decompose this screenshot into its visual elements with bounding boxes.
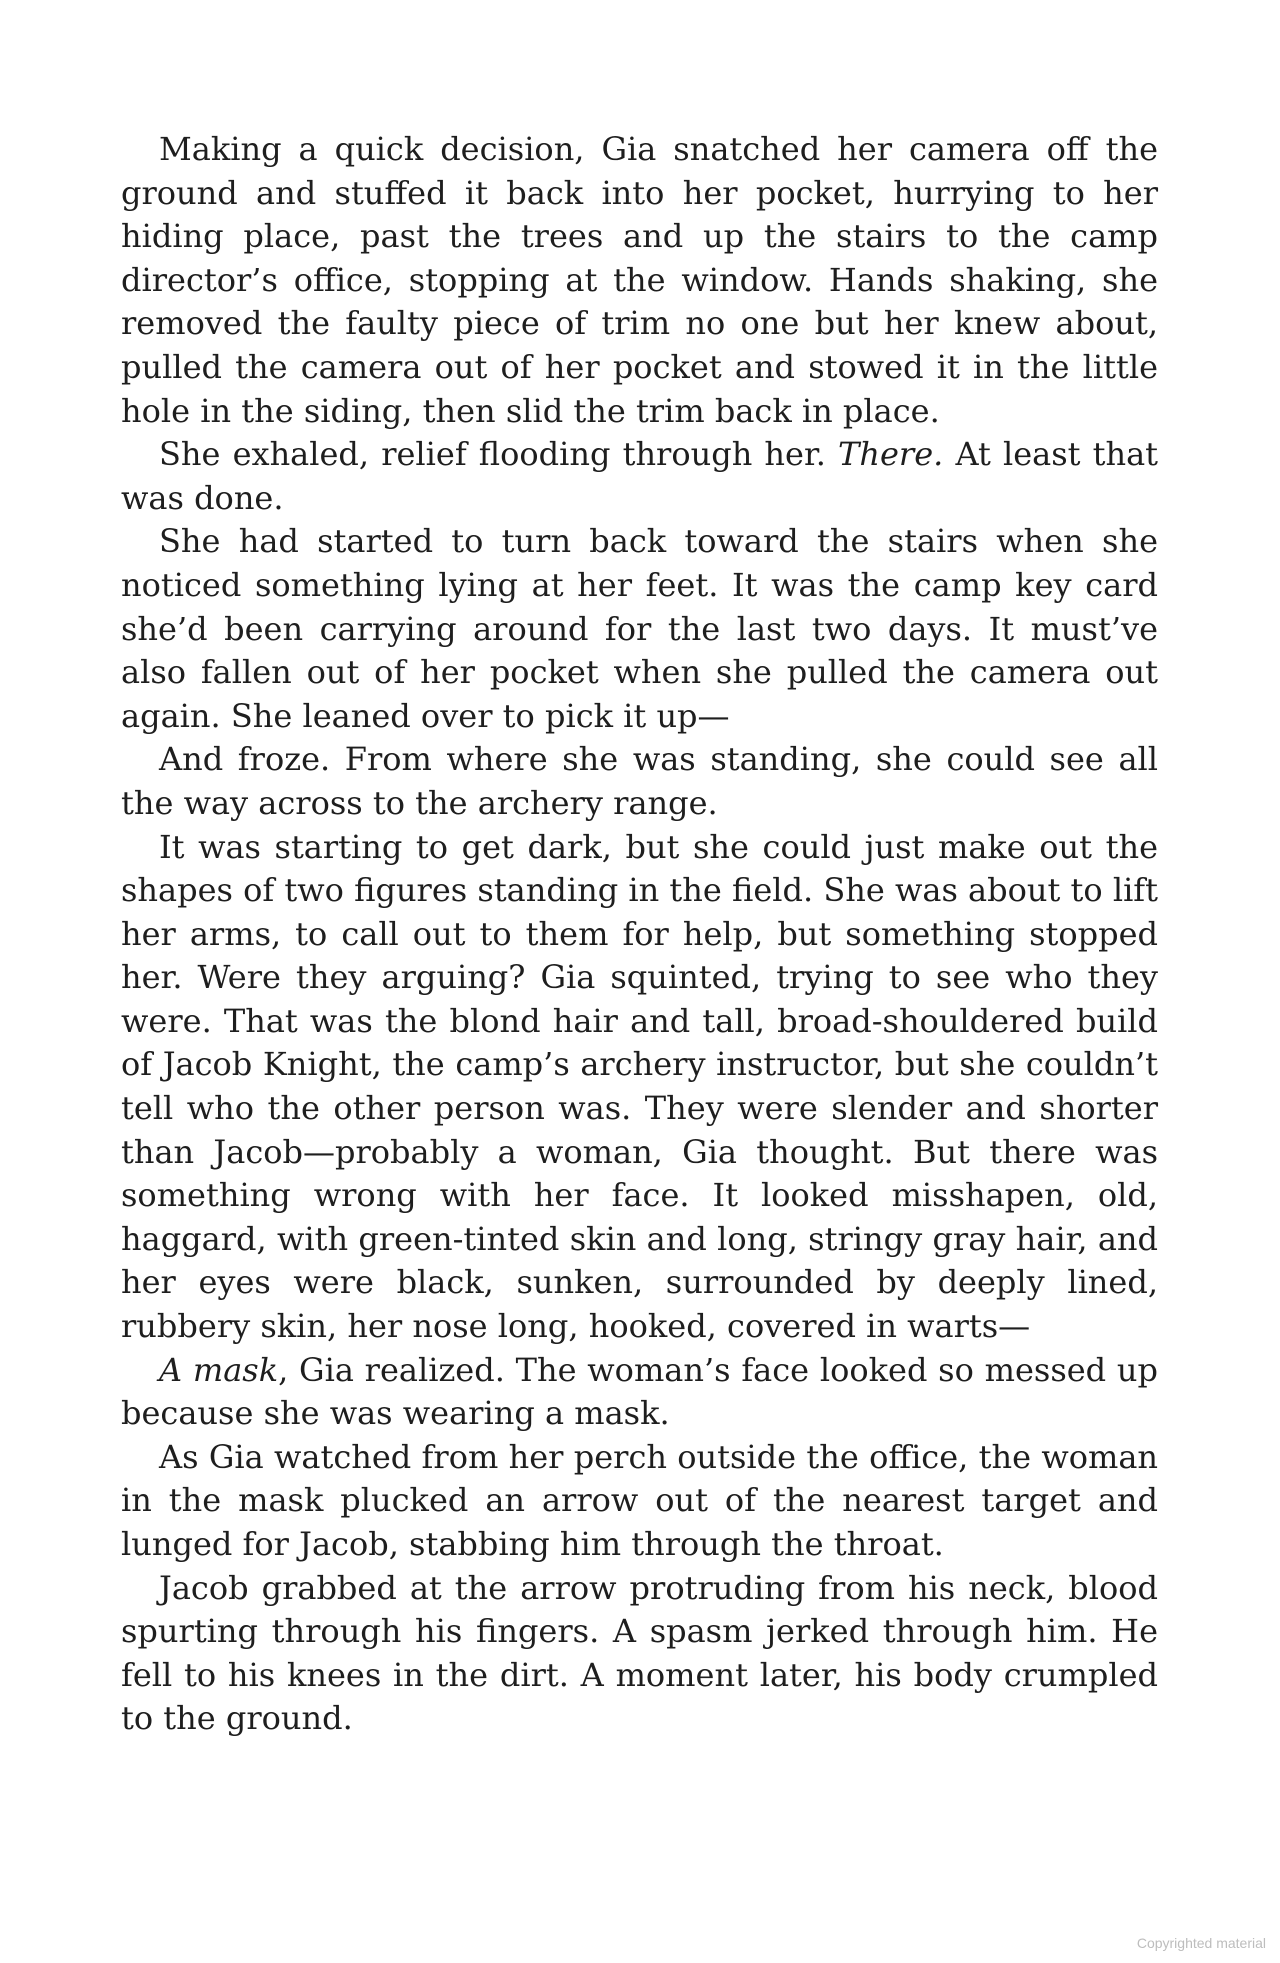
paragraph-6-text: , Gia realized. The woman’s face looked so messed up because she was wearing a mask. [121, 1350, 1159, 1433]
paragraph-2-text-b: At least that was done. [121, 435, 1158, 517]
paragraph-1 [121, 128, 1158, 433]
paragraph-5-text: It was starting to get dark, but she could just make out the shapes of two figures standing in the field. She was about to lift her arms, to call out to them for help, but something stopped her. Were they arguing? Gia squinted, trying to see who they were. That was the blond hair and tall, broad-shouldered build of Jacob Knight, the camp’s archery instructor, but she couldn’t tell who the other person was. They were slender and shorter than Jacob—probably a woman, Gia thought. But there was something wrong with her face. It looked misshapen, old, haggard, with green-tinted skin and long, stringy gray hair, and her eyes were black, sunken, surrounded by deeply lined, rubbery skin, her nose long, hooked, covered in warts— [121, 827, 1158, 1346]
body-text [121, 128, 1158, 1741]
copyright-watermark: Copyrighted material [1136, 1935, 1266, 1951]
paragraph-4 [121, 738, 1158, 825]
paragraph-1-text: Making a quick decision, Gia snatched her camera off the ground and stuffed it back into her pocket, hurrying to her hiding place, past the trees and up the stairs to the camp director’s office, stopping at the window. Hands shaking, she removed the faulty piece of trim no one but her knew about, pulled the camera out of her pocket and stowed it in the little hole in the siding, then slid the trim back in place. [121, 130, 1158, 430]
paragraph-2 [121, 433, 1158, 520]
paragraph-2-text-a: She exhaled, relief flooding through her. [159, 435, 839, 474]
paragraph-8 [121, 1567, 1158, 1741]
paragraph-2-italic: There. [838, 435, 944, 474]
paragraph-3-text: She had started to turn back toward the stairs when she noticed something lying at her feet. It was the camp key card she’d been carrying around for the last two days. It must’ve also fallen out of her pocket when she pulled the camera out again. She leaned over to pick it up— [121, 522, 1158, 735]
paragraph-8-text: Jacob grabbed at the arrow protruding from his neck, blood spurting through his fingers. A spasm jerked through him. He fell to his knees in the dirt. A moment later, his body crumpled to the ground. [121, 1568, 1158, 1738]
paragraph-4-text: And froze. From where she was standing, she could see all the way across to the archery range. [121, 740, 1158, 822]
paragraph-7 [121, 1436, 1158, 1567]
paragraph-3 [121, 520, 1158, 738]
paragraph-7-text: As Gia watched from her perch outside the office, the woman in the mask plucked an arrow out of the nearest target and lunged for Jacob, stabbing him through the throat. [121, 1437, 1158, 1563]
paragraph-6-italic: A mask [159, 1350, 279, 1389]
paragraph-5 [121, 826, 1158, 1349]
paragraph-6 [121, 1349, 1158, 1436]
